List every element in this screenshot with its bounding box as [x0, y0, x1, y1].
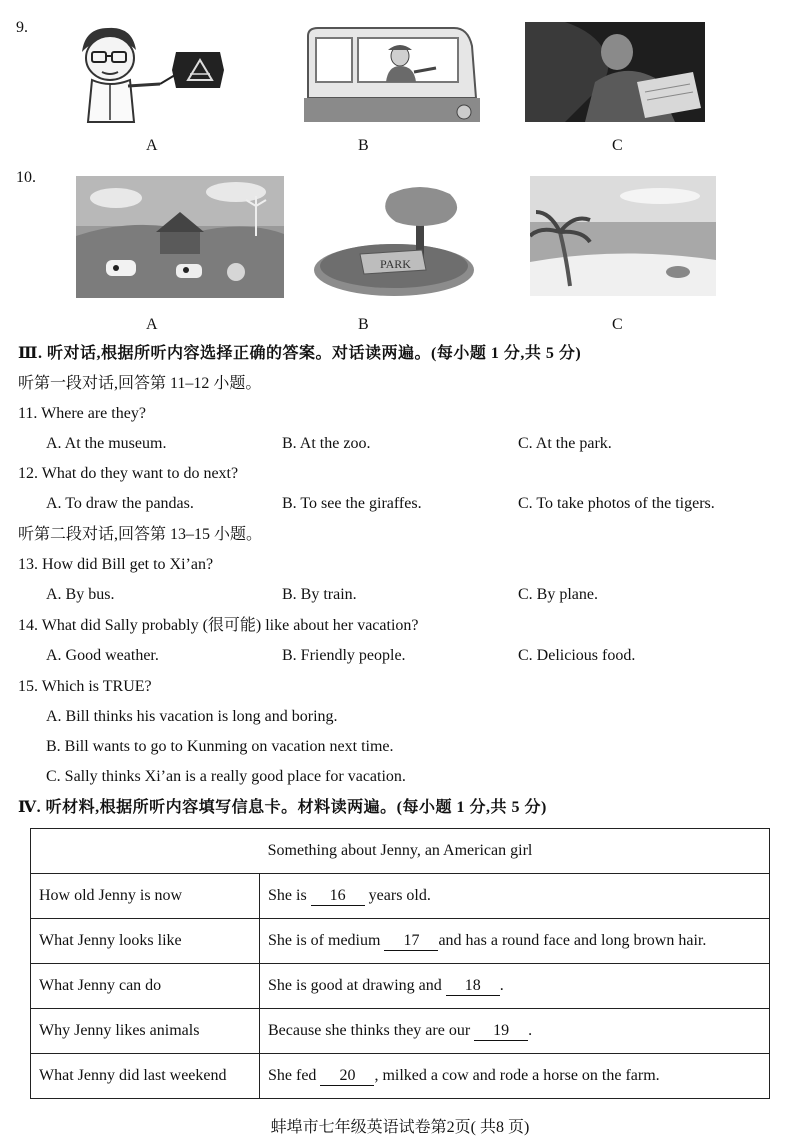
page-footer: 蚌埠市七年级英语试卷第2页( 共8 页) — [270, 1119, 530, 1136]
question-15-option-b: B. Bill wants to go to Kunming on vacation next time. — [46, 738, 394, 755]
row-label: How old Jenny is now — [31, 874, 260, 919]
question-11-option-a: A. At the museum. — [46, 435, 167, 452]
row-label: Why Jenny likes animals — [31, 1009, 260, 1054]
dialog-1-intro: 听第一段对话,回答第 11–12 小题。 — [18, 375, 262, 392]
question-15-option-a: A. Bill thinks his vacation is long and boring. — [46, 708, 338, 725]
table-row — [31, 1054, 770, 1099]
q9-picture-b — [304, 26, 480, 122]
question-12-option-b: B. To see the giraffes. — [282, 495, 422, 512]
info-card-title: Something about Jenny, an American girl — [31, 829, 770, 874]
q10-label-a: A — [146, 316, 158, 333]
table-row — [31, 964, 770, 1009]
section-3-title: Ⅲ. 听对话,根据所听内容选择正确的答案。对话读两遍。(每小题 1 分,共 5 分) — [18, 345, 582, 362]
answer-blank-17: 17 — [384, 932, 438, 951]
question-11-stem: 11. Where are they? — [18, 405, 146, 422]
table-row — [31, 1009, 770, 1054]
question-12-stem: 12. What do they want to do next? — [18, 465, 239, 482]
question-13-option-c: C. By plane. — [518, 586, 598, 603]
q10-label-b: B — [358, 316, 369, 333]
row-label: What Jenny did last weekend — [31, 1054, 260, 1099]
question-11-option-b: B. At the zoo. — [282, 435, 371, 452]
row-content: She fed 20 , milked a cow and rode a horse on the farm. — [260, 1054, 770, 1099]
question-12-option-c: C. To take photos of the tigers. — [518, 495, 715, 512]
table-row — [31, 874, 770, 919]
row-content: She is of medium 17 and has a round face and long brown hair. — [260, 919, 770, 964]
row-label: What Jenny looks like — [31, 919, 260, 964]
answer-blank-18: 18 — [446, 977, 500, 996]
q9-label-b: B — [358, 137, 369, 154]
answer-blank-20: 20 — [320, 1067, 374, 1086]
question-13-option-b: B. By train. — [282, 586, 357, 603]
table-row — [31, 919, 770, 964]
question-14-option-a: A. Good weather. — [46, 647, 159, 664]
row-label: What Jenny can do — [31, 964, 260, 1009]
question-9-number: 9. — [16, 19, 28, 36]
section-4-title: Ⅳ. 听材料,根据所听内容填写信息卡。材料读两遍。(每小题 1 分,共 5 分) — [18, 799, 547, 816]
info-card-table — [30, 828, 770, 1099]
row-content: Because she thinks they are our 19 . — [260, 1009, 770, 1054]
row-content: She is 16 years old. — [260, 874, 770, 919]
q9-picture-a — [70, 22, 230, 132]
question-12-option-a: A. To draw the pandas. — [46, 495, 194, 512]
dialog-2-intro: 听第二段对话,回答第 13–15 小题。 — [18, 526, 263, 543]
q10-picture-a — [76, 176, 284, 298]
q9-label-c: C — [612, 137, 623, 154]
question-15-option-c: C. Sally thinks Xi’an is a really good place for vacation. — [46, 768, 406, 785]
question-13-stem: 13. How did Bill get to Xi’an? — [18, 556, 214, 573]
row-content: She is good at drawing and 18 . — [260, 964, 770, 1009]
question-10-number: 10. — [16, 169, 36, 186]
question-15-stem: 15. Which is TRUE? — [18, 678, 152, 695]
answer-blank-16: 16 — [311, 887, 365, 906]
question-14-stem: 14. What did Sally probably (很可能) like about her vacation? — [18, 617, 419, 634]
answer-blank-19: 19 — [474, 1022, 528, 1041]
question-13-option-a: A. By bus. — [46, 586, 115, 603]
question-14-option-c: C. Delicious food. — [518, 647, 636, 664]
question-14-option-b: B. Friendly people. — [282, 647, 406, 664]
q10-picture-b — [310, 180, 476, 300]
q9-picture-c — [525, 22, 705, 122]
q10-label-c: C — [612, 316, 623, 333]
q10-picture-c — [530, 176, 716, 296]
park-sign-text: PARK — [380, 257, 411, 271]
question-11-option-c: C. At the park. — [518, 435, 612, 452]
q9-label-a: A — [146, 137, 158, 154]
